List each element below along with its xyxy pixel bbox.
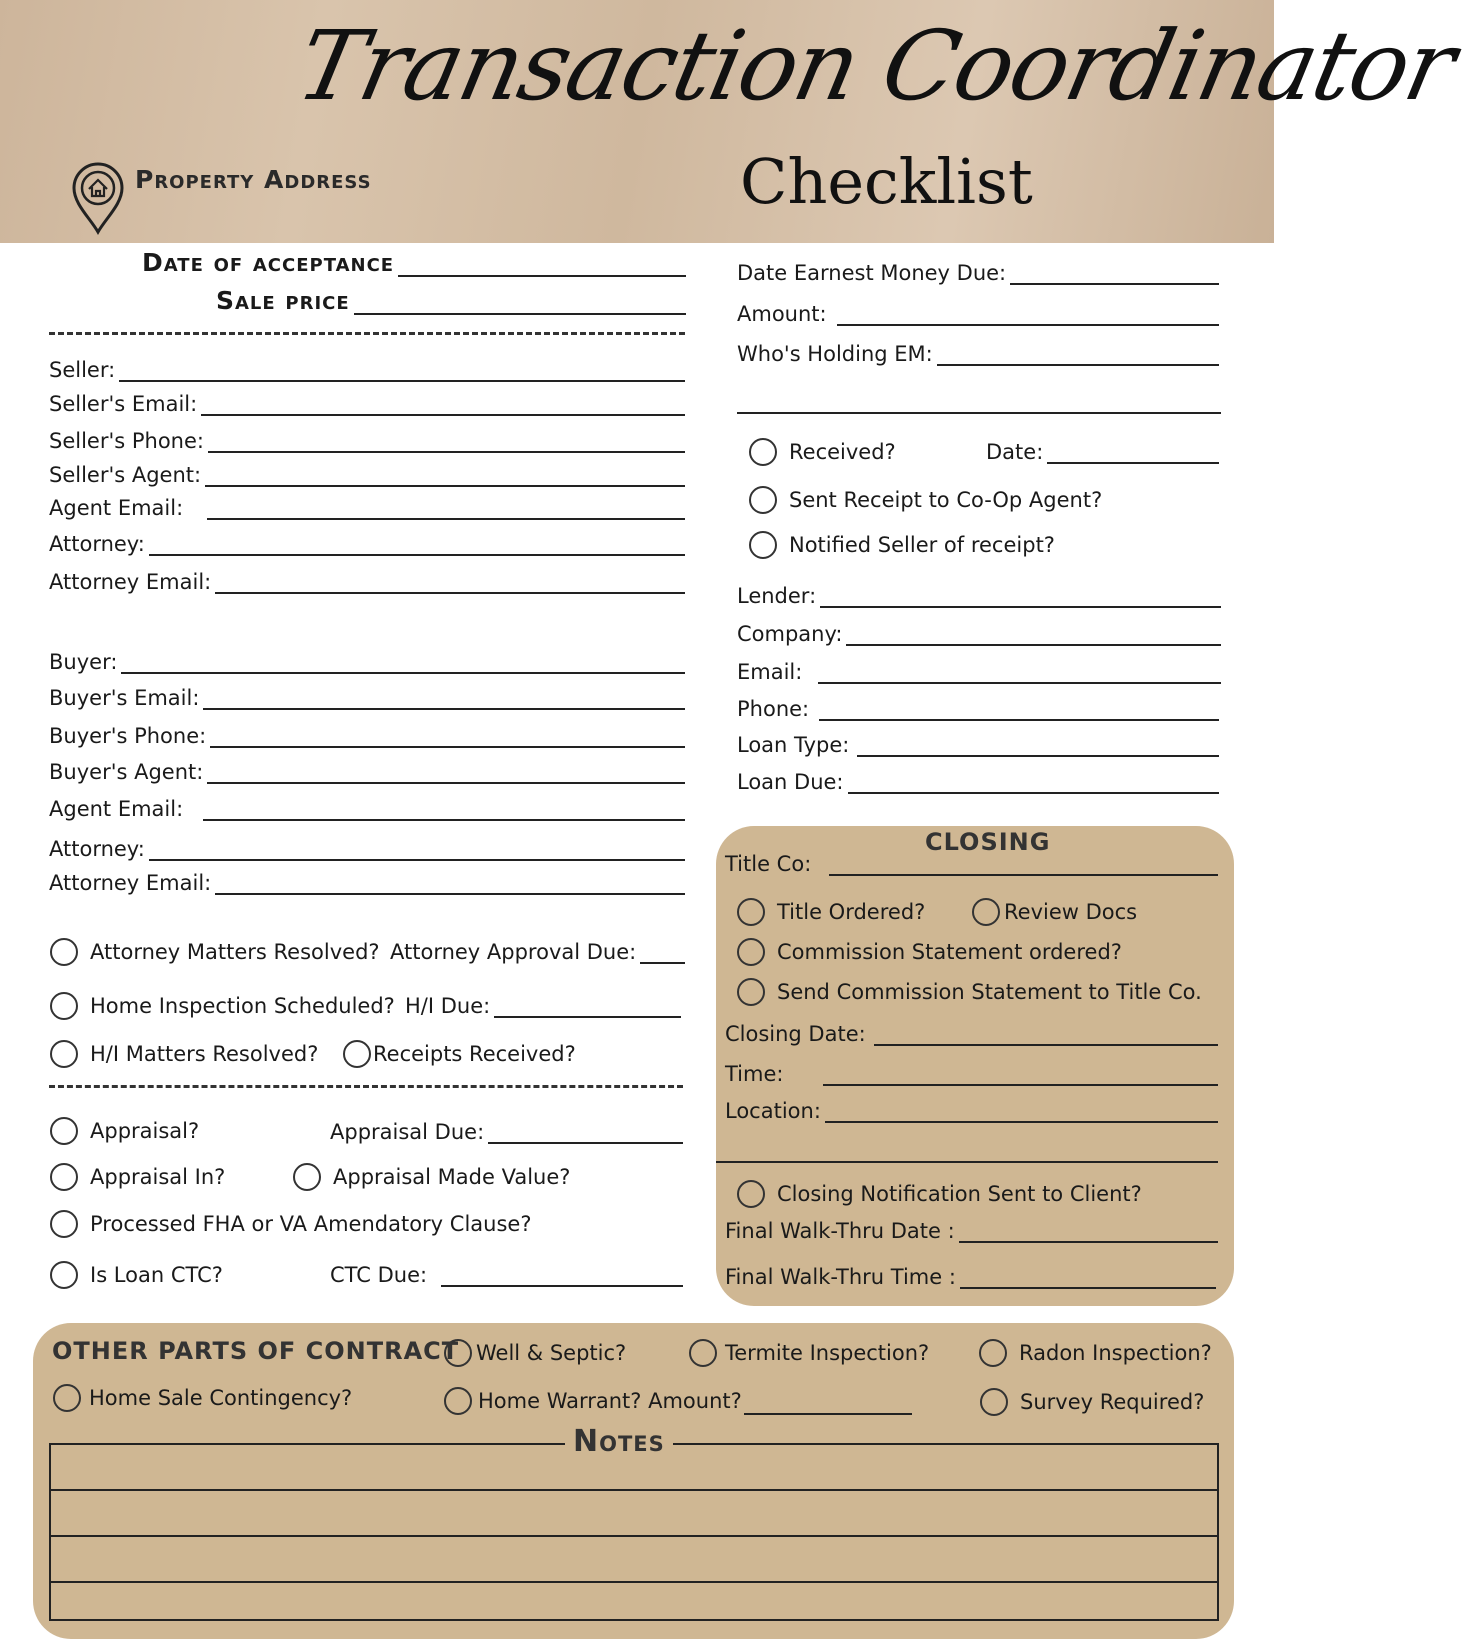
appraisal-in-label: Appraisal In? — [90, 1165, 226, 1189]
notified-seller-check[interactable] — [749, 531, 1055, 559]
radon-label: Radon Inspection? — [1019, 1341, 1212, 1365]
field-line — [215, 873, 685, 895]
attorney-matters-check[interactable] — [50, 938, 380, 966]
closing-notification-label: Closing Notification Sent to Client? — [777, 1182, 1142, 1206]
checkbox-circle[interactable] — [50, 992, 78, 1020]
loan-type-label: Loan Type: — [737, 733, 850, 757]
well-septic-label: Well & Septic? — [476, 1341, 627, 1365]
field-line — [837, 304, 1219, 326]
field-line — [441, 1265, 683, 1287]
seller-email-label: Seller's Email: — [49, 392, 198, 416]
commission-ordered-label: Commission Statement ordered? — [777, 940, 1122, 964]
appraisal-in-check[interactable] — [50, 1163, 225, 1191]
checkbox-circle[interactable] — [737, 938, 765, 966]
field-line — [354, 293, 686, 315]
field-line — [207, 762, 685, 784]
field-line — [203, 688, 685, 710]
field-line — [818, 662, 1221, 684]
notes-row[interactable] — [51, 1537, 1217, 1583]
sent-receipt-label: Sent Receipt to Co-Op Agent? — [789, 488, 1103, 512]
title-ordered-check[interactable] — [737, 898, 925, 926]
commission-ordered-check[interactable] — [737, 938, 1122, 966]
home-warranty-label: Home Warrant? Amount? — [478, 1389, 742, 1413]
buyer-attorney-email-field[interactable] — [49, 871, 685, 895]
closing-notification-check[interactable] — [737, 1180, 1142, 1208]
checkbox-circle[interactable] — [53, 1384, 81, 1412]
email-label: Email: — [737, 660, 803, 684]
appraisal-value-label: Appraisal Made Value? — [333, 1165, 571, 1189]
hi-due-field[interactable] — [405, 994, 681, 1018]
closing-time-field[interactable] — [725, 1062, 1218, 1086]
field-line — [857, 735, 1219, 757]
checkbox-circle[interactable] — [444, 1387, 472, 1415]
notes-grid[interactable] — [49, 1443, 1219, 1621]
field-line — [203, 799, 685, 821]
page-title: Checklist — [740, 145, 1033, 218]
field-line — [201, 394, 685, 416]
closing-date-label: Closing Date: — [725, 1022, 866, 1046]
divider — [49, 1085, 683, 1088]
hi-matters-check[interactable] — [50, 1040, 318, 1068]
script-title: Transaction Coordinator — [288, 10, 1463, 122]
loan-ctc-label: Is Loan CTC? — [90, 1263, 223, 1287]
checkbox-circle[interactable] — [50, 1261, 78, 1289]
time-label: Time: — [725, 1062, 784, 1086]
company-label: Company: — [737, 622, 843, 646]
attorney-email-label: Attorney Email: — [49, 570, 212, 594]
home-warranty-check[interactable] — [444, 1387, 912, 1415]
buyer-phone-field[interactable] — [49, 724, 685, 748]
buyer-agent-label: Buyer's Agent: — [49, 760, 204, 784]
survey-check[interactable] — [980, 1388, 1204, 1416]
field-line — [959, 1221, 1218, 1243]
field-line — [848, 772, 1219, 794]
blank-line — [716, 1161, 1218, 1163]
seller-label: Seller: — [49, 358, 116, 382]
closing-title: CLOSING — [925, 828, 1051, 856]
field-line — [819, 699, 1219, 721]
attorney-matters-label: Attorney Matters Resolved? — [90, 940, 380, 964]
sent-receipt-check[interactable] — [749, 486, 1102, 514]
fha-va-check[interactable] — [50, 1210, 531, 1238]
home-sale-label: Home Sale Contingency? — [89, 1386, 353, 1410]
em-due-label: Date Earnest Money Due: — [737, 261, 1007, 285]
field-line — [149, 534, 685, 556]
loan-due-label: Loan Due: — [737, 770, 844, 794]
checkbox-circle[interactable] — [343, 1040, 371, 1068]
loan-due-field[interactable] — [737, 770, 1219, 794]
field-line — [208, 431, 685, 453]
buyer-phone-label: Buyer's Phone: — [49, 724, 207, 748]
field-line — [825, 1101, 1218, 1123]
buyer-label: Buyer: — [49, 650, 118, 674]
field-line — [1010, 263, 1219, 285]
buyer-email-field[interactable] — [49, 686, 685, 710]
termite-label: Termite Inspection? — [725, 1341, 930, 1365]
walk-thru-time-label: Final Walk-Thru Time : — [725, 1265, 956, 1289]
walk-thru-date-field[interactable] — [725, 1219, 1218, 1243]
attorney-label: Attorney: — [49, 532, 145, 556]
date-of-acceptance-field[interactable] — [142, 248, 686, 277]
sale-price-field[interactable] — [216, 286, 686, 315]
fha-va-label: Processed FHA or VA Amendatory Clause? — [90, 1212, 532, 1236]
attorney-email-label: Attorney Email: — [49, 871, 212, 895]
amount-field[interactable] — [737, 302, 1219, 326]
notes-row[interactable] — [51, 1491, 1217, 1537]
received-check[interactable] — [749, 438, 896, 466]
seller-agent-field[interactable] — [49, 463, 685, 487]
buyer-agent-field[interactable] — [49, 760, 685, 784]
checkbox-circle[interactable] — [50, 1163, 78, 1191]
notified-seller-label: Notified Seller of receipt? — [789, 533, 1055, 557]
checkbox-circle[interactable] — [737, 898, 765, 926]
seller-agent-label: Seller's Agent: — [49, 463, 202, 487]
holding-em-label: Who's Holding EM: — [737, 342, 933, 366]
well-septic-check[interactable] — [444, 1339, 626, 1367]
appraisal-due-field[interactable] — [330, 1120, 683, 1144]
field-line — [215, 572, 685, 594]
checkbox-circle[interactable] — [979, 1339, 1007, 1367]
received-label: Received? — [789, 440, 896, 464]
lender-field[interactable] — [737, 584, 1221, 608]
checkbox-circle[interactable] — [749, 486, 777, 514]
appraisal-value-check[interactable] — [293, 1163, 570, 1191]
agent-email-label: Agent Email: — [49, 496, 184, 520]
field-line — [494, 996, 681, 1018]
checkbox-circle[interactable] — [50, 1210, 78, 1238]
field-line — [119, 360, 685, 382]
field-line — [210, 726, 685, 748]
seller-phone-field[interactable] — [49, 429, 685, 453]
date-label: Date: — [986, 440, 1044, 464]
hi-due-label: H/I Due: — [405, 994, 491, 1018]
field-line — [488, 1122, 683, 1144]
send-commission-label: Send Commission Statement to Title Co. — [777, 980, 1202, 1004]
home-location-icon — [70, 160, 126, 235]
buyer-field[interactable] — [49, 650, 685, 674]
loan-ctc-check[interactable] — [50, 1261, 223, 1289]
ctc-due-label: CTC Due: — [330, 1263, 428, 1287]
agent-email-label: Agent Email: — [49, 797, 184, 821]
checkbox-circle[interactable] — [293, 1163, 321, 1191]
other-parts-title: OTHER PARTS OF CONTRACT — [52, 1337, 460, 1365]
sale-price-label: Sale price — [216, 286, 350, 315]
review-docs-label: Review Docs — [1004, 900, 1138, 924]
buyer-attorney-field[interactable] — [49, 837, 685, 861]
field-line — [937, 344, 1219, 366]
field-line — [829, 854, 1218, 876]
checkbox-circle[interactable] — [444, 1339, 472, 1367]
walk-thru-time-field[interactable] — [725, 1265, 1216, 1289]
checkbox-circle[interactable] — [50, 1040, 78, 1068]
home-inspection-label: Home Inspection Scheduled? — [90, 994, 395, 1018]
notes-title: Notes — [565, 1424, 673, 1459]
field-line — [874, 1024, 1218, 1046]
holding-em-field[interactable] — [737, 342, 1219, 366]
appraisal-check[interactable] — [50, 1117, 199, 1145]
em-due-field[interactable] — [737, 261, 1219, 285]
title-co-label: Title Co: — [725, 852, 812, 876]
attorney-approval-due-label: Attorney Approval Due: — [390, 940, 637, 964]
checkbox-circle[interactable] — [749, 438, 777, 466]
appraisal-due-label: Appraisal Due: — [330, 1120, 485, 1144]
review-docs-check[interactable] — [972, 898, 1137, 926]
radon-check[interactable] — [979, 1339, 1212, 1367]
checkbox-circle[interactable] — [980, 1388, 1008, 1416]
lender-phone-field[interactable] — [737, 697, 1219, 721]
field-line — [121, 652, 685, 674]
location-label: Location: — [725, 1099, 821, 1123]
title-co-field[interactable] — [725, 852, 1218, 876]
blank-line — [737, 412, 1221, 414]
receipts-check[interactable] — [343, 1040, 576, 1068]
notes-row[interactable] — [51, 1583, 1217, 1629]
field-line — [960, 1267, 1216, 1289]
hi-matters-label: H/I Matters Resolved? — [90, 1042, 319, 1066]
field-line[interactable] — [744, 1393, 912, 1415]
lender-email-field[interactable] — [737, 660, 1221, 684]
field-line — [846, 624, 1221, 646]
seller-phone-label: Seller's Phone: — [49, 429, 204, 453]
send-commission-check[interactable] — [737, 978, 1202, 1006]
ctc-due-field[interactable] — [330, 1263, 683, 1287]
checkbox-circle[interactable] — [689, 1339, 717, 1367]
field-line — [640, 942, 685, 964]
walk-thru-date-label: Final Walk-Thru Date : — [725, 1219, 955, 1243]
title-ordered-label: Title Ordered? — [777, 900, 926, 924]
divider — [49, 332, 685, 335]
seller-field[interactable] — [49, 358, 685, 382]
survey-label: Survey Required? — [1020, 1390, 1205, 1414]
property-address-label: Property Address — [135, 165, 372, 194]
buyer-agent-email-field[interactable] — [49, 797, 685, 821]
field-line — [1047, 442, 1219, 464]
attorney-approval-due-field[interactable] — [390, 940, 685, 964]
field-line — [398, 255, 686, 277]
seller-email-field[interactable] — [49, 392, 685, 416]
attorney-label: Attorney: — [49, 837, 145, 861]
lender-label: Lender: — [737, 584, 817, 608]
home-sale-check[interactable] — [53, 1384, 352, 1412]
seller-agent-email-field[interactable] — [49, 496, 685, 520]
termite-check[interactable] — [689, 1339, 929, 1367]
phone-label: Phone: — [737, 697, 810, 721]
company-field[interactable] — [737, 622, 1221, 646]
seller-attorney-field[interactable] — [49, 532, 685, 556]
checkbox-circle[interactable] — [737, 978, 765, 1006]
home-inspection-check[interactable] — [50, 992, 395, 1020]
received-date-field[interactable] — [986, 440, 1219, 464]
date-of-acceptance-label: Date of acceptance — [142, 248, 395, 277]
checkbox-circle[interactable] — [972, 898, 1000, 926]
receipts-label: Receipts Received? — [373, 1042, 576, 1066]
checkbox-circle[interactable] — [50, 938, 78, 966]
checkbox-circle[interactable] — [749, 531, 777, 559]
seller-attorney-email-field[interactable] — [49, 570, 685, 594]
field-line — [823, 1064, 1218, 1086]
appraisal-label: Appraisal? — [90, 1119, 200, 1143]
amount-label: Amount: — [737, 302, 827, 326]
field-line — [820, 586, 1221, 608]
field-line — [207, 498, 685, 520]
closing-location-field[interactable] — [725, 1099, 1218, 1123]
closing-date-field[interactable] — [725, 1022, 1218, 1046]
header-banner — [0, 0, 1463, 243]
loan-type-field[interactable] — [737, 733, 1219, 757]
field-line — [205, 465, 685, 487]
field-line — [149, 839, 685, 861]
checkbox-circle[interactable] — [50, 1117, 78, 1145]
checkbox-circle[interactable] — [737, 1180, 765, 1208]
buyer-email-label: Buyer's Email: — [49, 686, 200, 710]
